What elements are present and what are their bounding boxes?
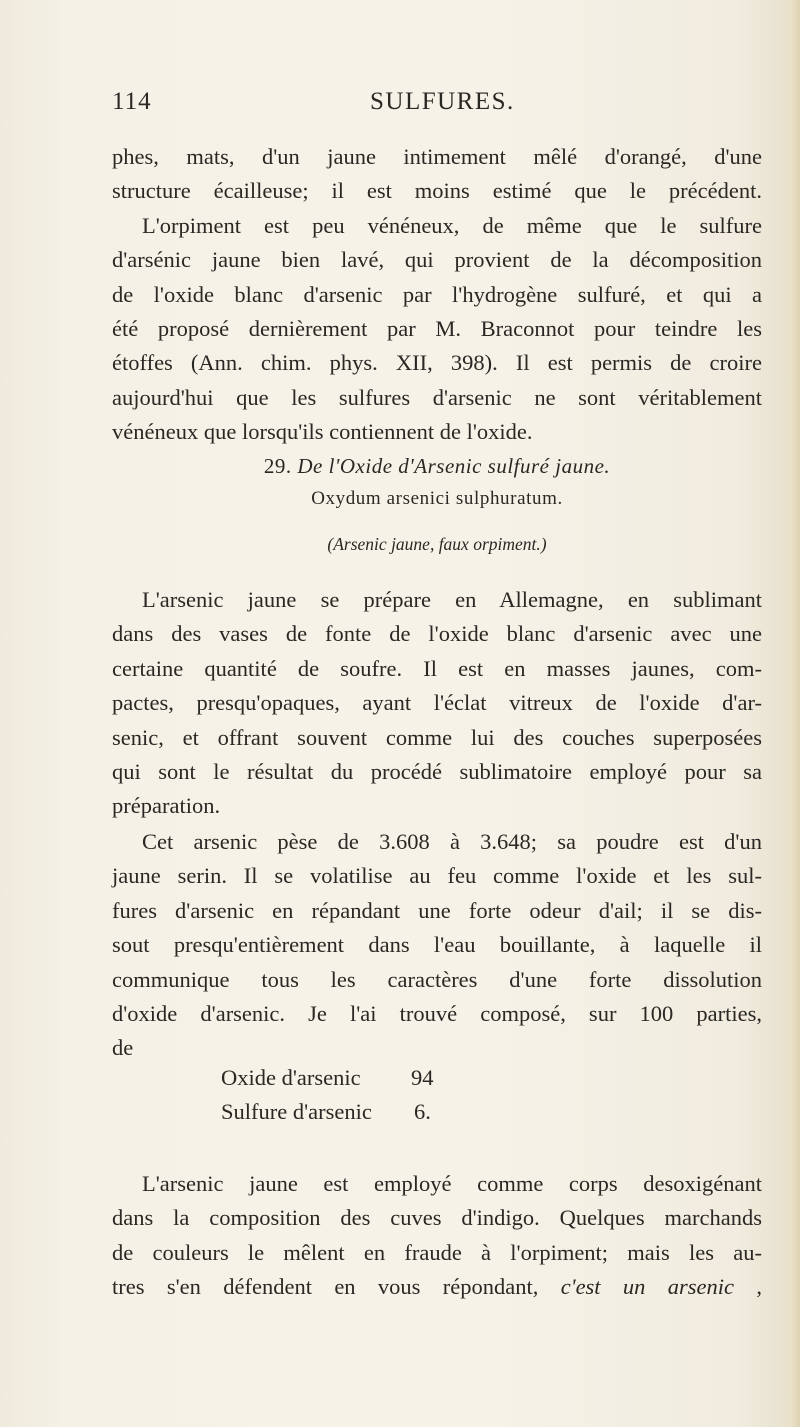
paragraph-1 [112,140,762,450]
text-line: senic, et offrant souvent comme lui des couches superposées [112,724,762,750]
text-line: L'arsenic jaune est employé comme corps desoxigénant [142,1171,762,1196]
text-line: qui sont le résultat du procédé sublimatoire employé pour sa [112,758,762,784]
text-line: de couleurs le mêlent en fraude à l'orpiment; mais les au- [112,1239,762,1265]
text-line: jaune serin. Il se volatilise au feu comme l'oxide et les sul- [112,863,762,889]
paragraph-2 [112,583,762,824]
composition-row [221,1065,641,1099]
text-line: dans la composition des cuves d'indigo. Quelques marchands [112,1205,762,1231]
text-line: structure écailleuse; il est moins estimé que le précédent. [112,178,762,204]
text-line: de l'oxide blanc d'arsenic par l'hydrogène sulfuré, et qui a [112,281,762,307]
text-line: pactes, presqu'opaques, ayant l'éclat vitreux de l'oxide d'ar- [112,690,762,716]
page-number: 114 [112,88,152,115]
running-title: SULFURES. [370,88,515,115]
text-line: aujourd'hui que les sulfures d'arsenic ne sont véritablement [112,384,762,410]
text-fragment: tres s'en défendent en vous répondant, [112,1274,539,1300]
component-value: 94 [411,1065,434,1090]
text-line: de [112,1035,134,1061]
component-value: 6. [414,1099,431,1124]
page-header [112,88,712,122]
section-title: De l'Oxide d'Arsenic sulfuré jaune. [297,454,611,478]
text-line: été proposé dernièrement par M. Braconnot pour teindre les [112,315,762,341]
text-line-final [112,1270,762,1304]
text-line: certaine quantité de soufre. Il est en masses jaunes, com- [112,655,762,681]
text-line: étoffes (Ann. chim. phys. XII, 398). Il est permis de croire [112,350,762,376]
component-name: Sulfure d'arsenic [221,1099,372,1124]
composition-table [221,1065,641,1133]
text-line: fures d'arsenic en répandant une forte odeur d'ail; il se dis- [112,897,762,923]
paragraph-4 [112,1167,762,1305]
text-fragment: , [756,1274,763,1300]
composition-row [221,1099,641,1133]
text-line: préparation. [112,793,221,819]
italic-quote: c'est un arsenic [560,1274,735,1300]
section-latin-name: Oxydum arsenici sulphuratum. [311,488,563,509]
text-line: d'arsénic jaune bien lavé, qui provient de la décomposition [112,247,762,273]
section-synonyms: (Arsenic jaune, faux orpiment.) [327,534,547,554]
text-line: d'oxide d'arsenic. Je l'ai trouvé composé, sur 100 parties, [112,1000,762,1026]
section-number: 29. [263,454,292,478]
text-line: Cet arsenic pèse de 3.608 à 3.648; sa poudre est d'un [142,829,762,854]
text-line: communique tous les caractères d'une forte dissolution [112,966,762,992]
text-line: vénéneux que lorsqu'ils contiennent de l'oxide. [112,419,533,445]
component-name: Oxide d'arsenic [221,1065,361,1090]
text-line: dans des vases de fonte de l'oxide blanc d'arsenic avec une [112,621,762,647]
text-line: L'arsenic jaune se prépare en Allemagne, en sublimant [142,587,762,612]
text-line: sout presqu'entièrement dans l'eau bouillante, à laquelle il [112,932,762,958]
paragraph-3 [112,825,762,1066]
text-line: L'orpiment est peu vénéneux, de même que le sulfure [142,212,762,238]
section-heading [112,454,762,479]
text-line: phes, mats, d'un jaune intimement mêlé d'orangé, d'une [112,144,762,169]
page-edge-shadow [778,0,800,1427]
